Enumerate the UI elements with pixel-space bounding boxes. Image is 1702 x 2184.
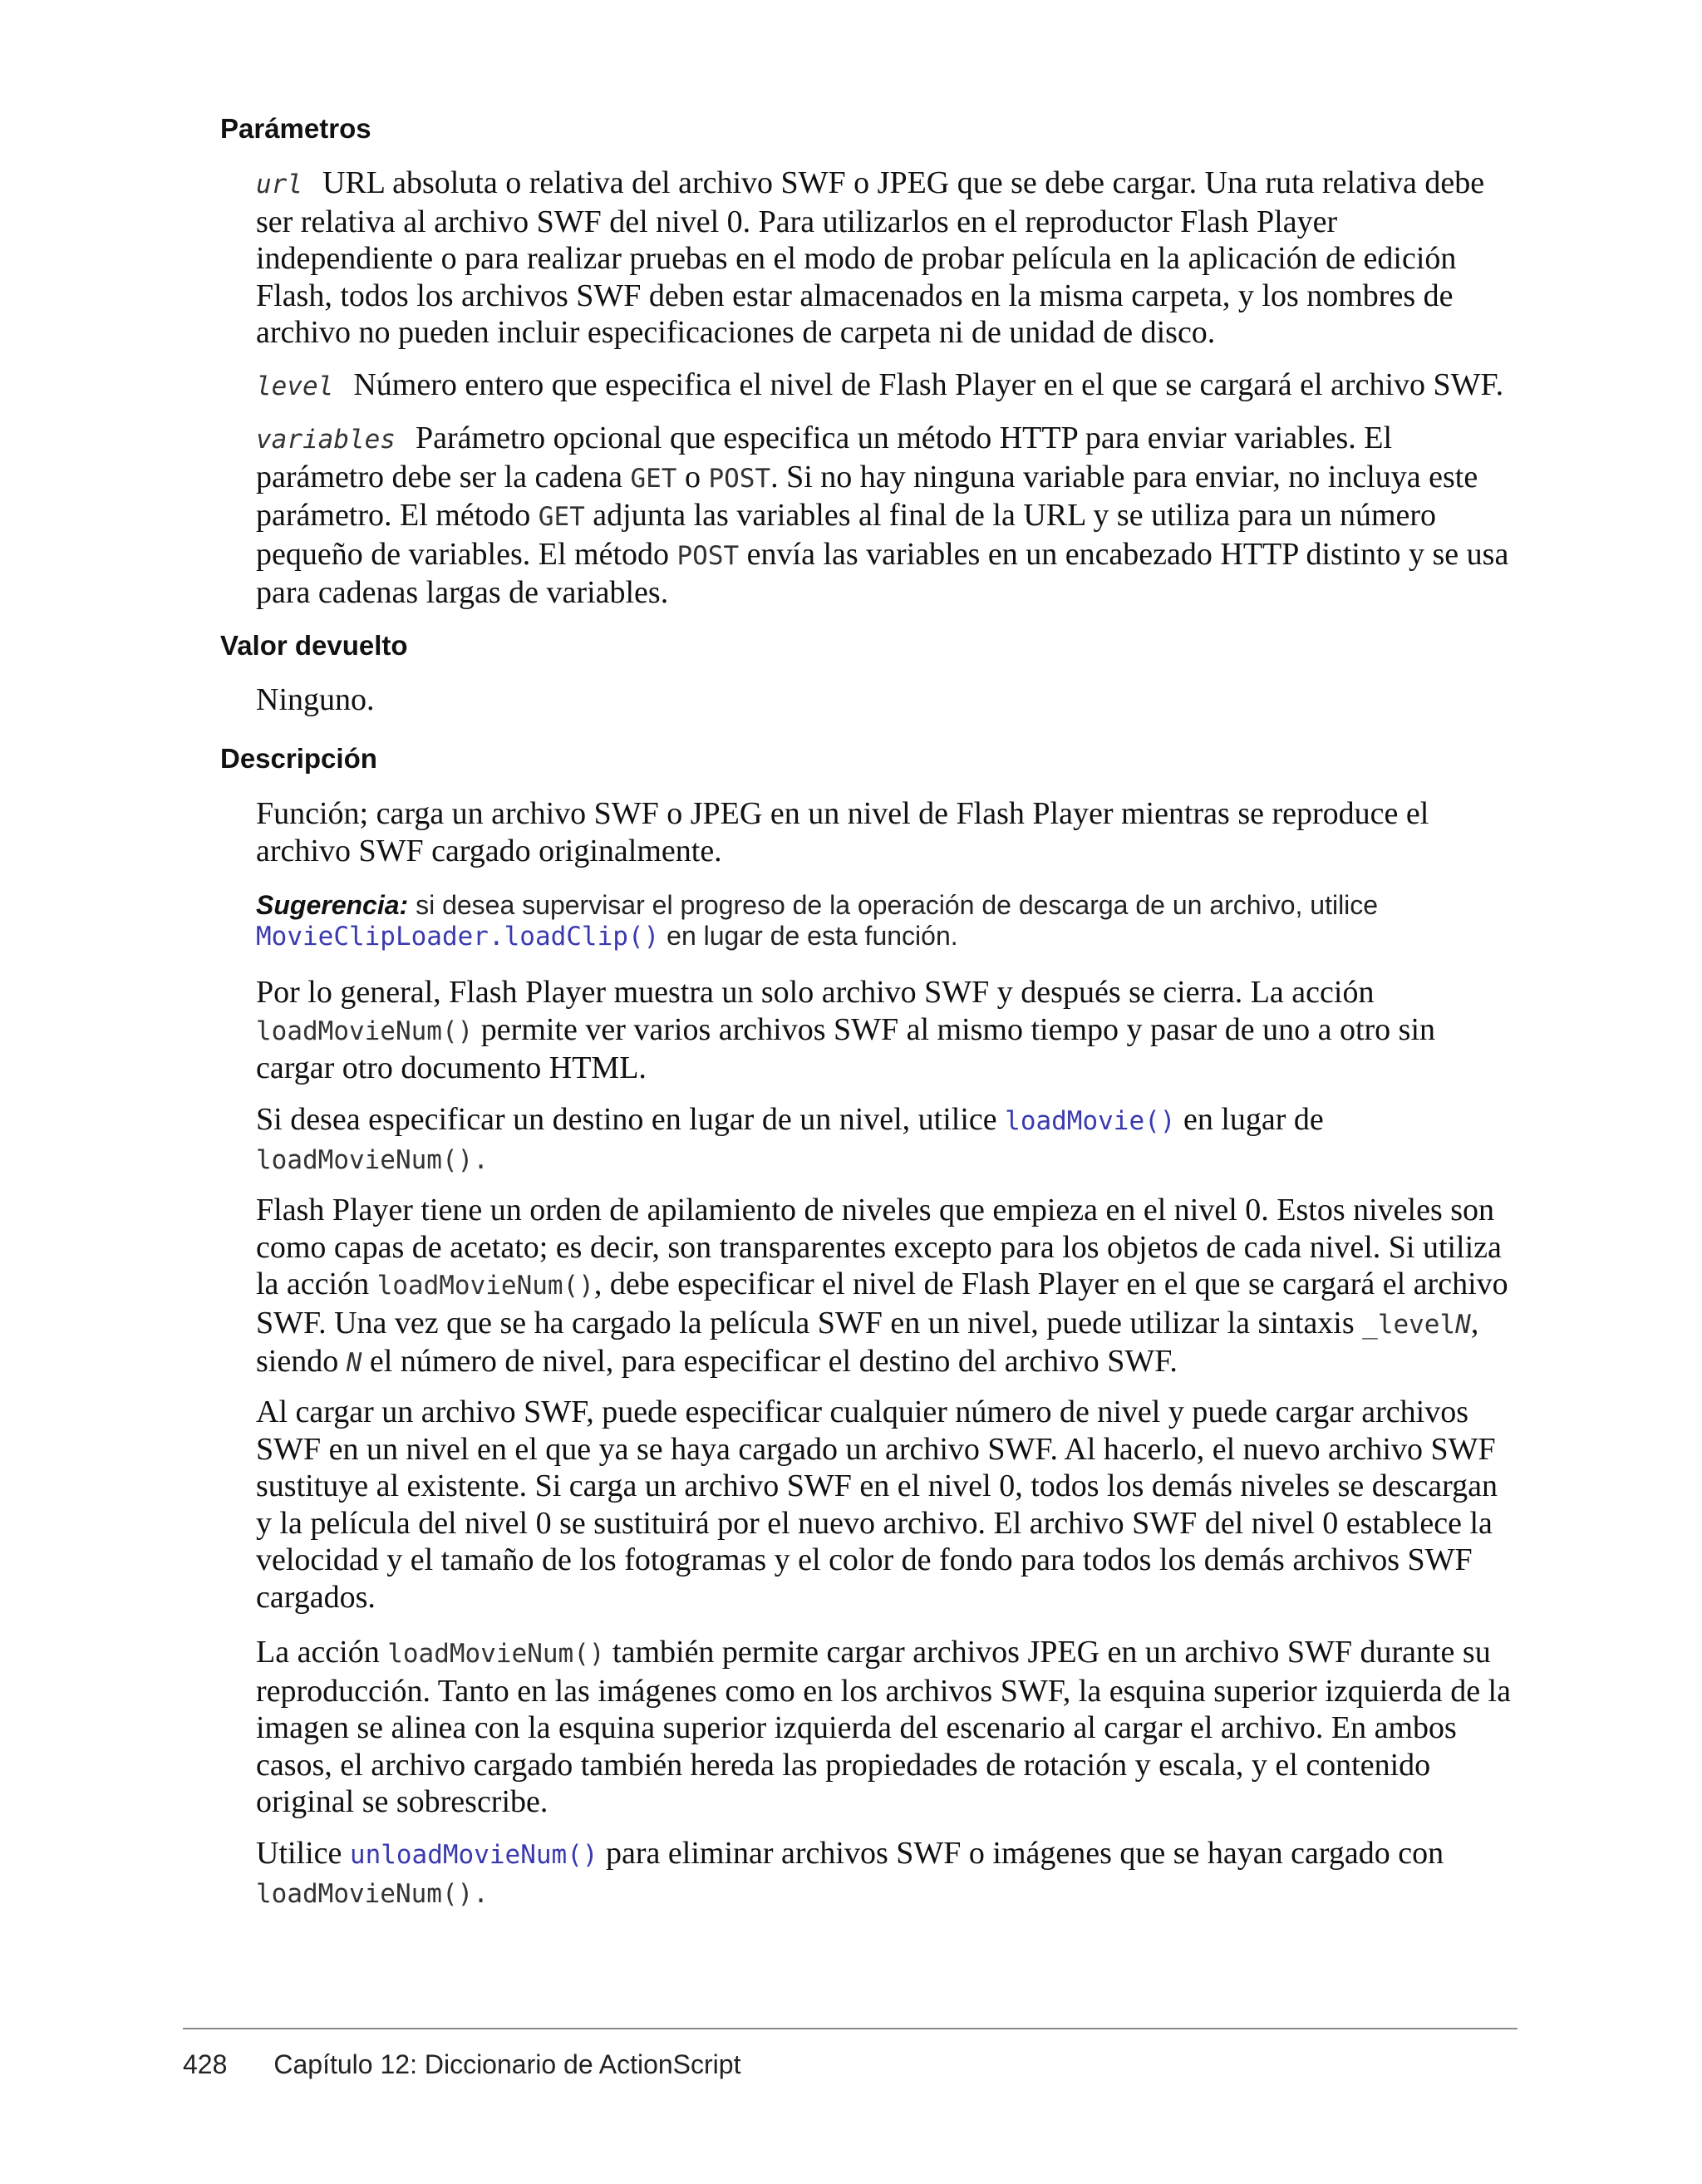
- loadmovie-link[interactable]: loadMovie(): [1005, 1106, 1176, 1136]
- code-loadmovienum: loadMovieNum(): [256, 1878, 474, 1909]
- page-footer: [183, 2049, 740, 2080]
- description-paragraph: Utilice unloadMovieNum() para eliminar archivos SWF o imágenes que se hayan cargado con loadMovieNum().: [256, 1836, 1444, 1909]
- param-url-name: url: [256, 170, 303, 199]
- code-loadmovienum: loadMovieNum(): [376, 1271, 594, 1301]
- param-level-text: Número entero que especifica el nivel de Flash Player en el que se cargará el archivo SWF.: [353, 367, 1504, 402]
- code-loadmovienum: loadMovieNum(): [387, 1639, 605, 1669]
- code-loadmovienum: loadMovieNum(): [256, 1144, 474, 1175]
- heading-valor-devuelto: Valor devuelto: [220, 630, 408, 661]
- code-level-syntax: _level: [1362, 1309, 1456, 1340]
- description-paragraph: Flash Player tiene un orden de apilamiento de niveles que empieza en el nivel 0. Estos niveles son como capas de acetato; es decir, son transparentes excepto para los objetos de cada nivel. Si utiliza la acción loadMovieNum(), debe especificar el nivel de Flash Player en el que se cargará el archivo SWF. Una vez que se ha cargado la película SWF en un nivel, puede utilizar la sintaxis _levelN, siendo N el número de nivel, para especificar el destino del archivo SWF.: [256, 1193, 1508, 1379]
- description-paragraph: Al cargar un archivo SWF, puede especificar cualquier número de nivel y puede cargar archivos SWF en un nivel en el que ya se haya cargado un archivo SWF. Al hacerlo, el nuevo archivo SWF sustituye al existente. Si carga un archivo SWF en el nivel 0, todos los demás niveles se descargan y la película del nivel 0 se sustituirá por el nuevo archivo. El archivo SWF del nivel 0 establece la velocidad y el tamaño de los fotogramas y el color de fondo para todos los demás archivos SWF cargados.: [256, 1395, 1498, 1615]
- heading-descripcion: Descripción: [220, 743, 377, 774]
- page-number: 428: [183, 2049, 228, 2079]
- param-level: [256, 366, 1519, 406]
- code-get: GET: [630, 463, 677, 494]
- unloadmovienum-link[interactable]: unloadMovieNum(): [349, 1840, 598, 1870]
- description-paragraph: Por lo general, Flash Player muestra un solo archivo SWF y después se cierra. La acción loadMovieNum() permite ver varios archivos SWF al mismo tiempo y pasar de uno a otro sin cargar otro documento HTML.: [256, 975, 1435, 1085]
- code-post: POST: [676, 540, 740, 571]
- description-paragraph: Si desea especificar un destino en lugar de un nivel, utilice loadMovie() en lugar de loadMovieNum().: [256, 1102, 1324, 1175]
- code-get: GET: [538, 502, 585, 532]
- param-url: [256, 165, 1519, 352]
- description-paragraph: Función; carga un archivo SWF o JPEG en un nivel de Flash Player mientras se reproduce el archivo SWF cargado originalmente.: [256, 796, 1429, 868]
- movieclip-loader-link[interactable]: MovieClipLoader.loadClip(): [256, 922, 660, 952]
- tip-note: Sugerencia: si desea supervisar el progreso de la operación de descarga de un archivo, utilice MovieClipLoader.loadClip() en lugar de esta función.: [256, 890, 1379, 952]
- description-paragraph: La acción loadMovieNum() también permite cargar archivos JPEG en un archivo SWF durante su reproducción. Tanto en las imágenes como en los archivos SWF, la esquina superior izquierda de la imagen se alinea con la esquina superior izquierda del escenario al cargar el archivo. En ambos casos, el archivo cargado también hereda las propiedades de rotación y escala, y el contenido original se sobrescribe.: [256, 1635, 1511, 1819]
- param-url-text: URL absoluta o relativa del archivo SWF o JPEG que se debe cargar. Una ruta relativa debe ser relativa al archivo SWF del nivel 0. Para utilizarlos en el reproductor Flash Player independiente o para realizar pruebas en el modo de probar película en la aplicación de edición Flash, todos los archivos SWF deben estar almacenados en la misma carpeta, y los nombres de archivo no pueden incluir especificaciones de carpeta ni de unidad de disco.: [256, 165, 1485, 350]
- code-loadmovienum: loadMovieNum(): [256, 1016, 474, 1046]
- heading-parametros: Parámetros: [220, 113, 371, 144]
- code-post: POST: [708, 463, 771, 494]
- param-level-name: level: [256, 371, 334, 401]
- chapter-title: Capítulo 12: Diccionario de ActionScript: [273, 2049, 741, 2079]
- param-variables: variables Parámetro opcional que especifica un método HTTP para enviar variables. El parámetro debe ser la cadena GET o POST. Si no hay ninguna variable para enviar, no incluya este parámetro. El método GET adjunta las variables al final de la URL y se utiliza para un número pequeño de variables. El método POST envía las variables en un encabezado HTTP distinto y se usa para cadenas largas de variables.: [256, 421, 1509, 610]
- code-n: N: [346, 1348, 362, 1378]
- param-variables-name: variables: [256, 425, 396, 455]
- return-value: Ninguno.: [256, 682, 375, 717]
- tip-label: Sugerencia:: [256, 890, 409, 920]
- footer-divider: [183, 2028, 1518, 2029]
